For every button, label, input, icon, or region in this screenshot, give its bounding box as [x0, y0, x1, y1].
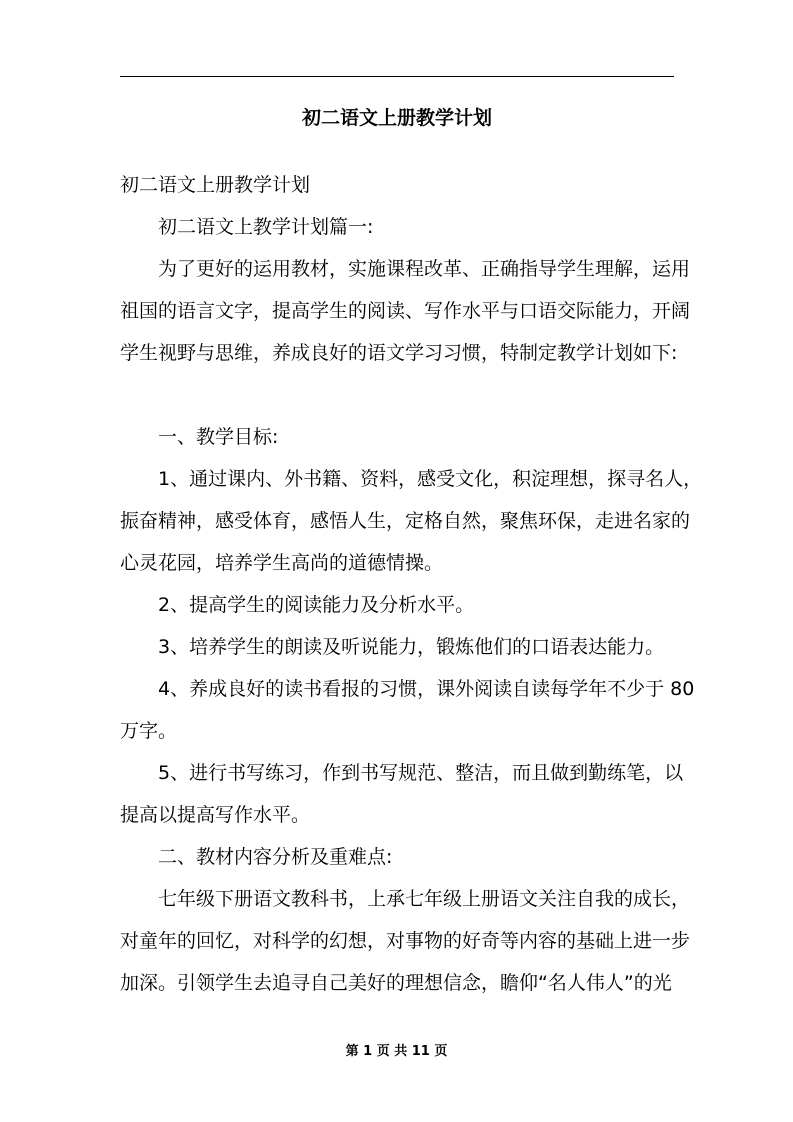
- text-line: 振奋精神，感受体育，感悟人生，定格自然，聚焦环保，走进名家的: [120, 510, 691, 532]
- text-line: 二、教材内容分析及重难点:: [158, 846, 393, 868]
- paragraph: [120, 206, 674, 248]
- text-line: 心灵花园，培养学生高尚的道德情操。: [120, 552, 444, 574]
- page-footer: 第 1 页 共 11 页: [345, 1044, 448, 1059]
- paragraph: [120, 752, 684, 836]
- text-line: 对童年的回忆，对科学的幻想，对事物的好奇等内容的基础上进一步: [120, 930, 691, 952]
- paragraph: [120, 458, 703, 584]
- text-line: 5、进行书写练习，作到书写规范、整洁，而且做到勤练笔，以: [158, 762, 684, 784]
- paragraph: [120, 878, 691, 1004]
- document-title: 初二语文上册教学计划: [301, 107, 492, 129]
- paragraph: [120, 836, 674, 878]
- paragraph: [120, 626, 674, 668]
- paragraph: [120, 416, 674, 458]
- paragraph: [120, 668, 695, 752]
- header-rule: [120, 76, 674, 77]
- text-line: 祖国的语言文字，提高学生的阅读、写作水平与口语交际能力，开阔: [120, 300, 691, 322]
- text-line: 七年级下册语文教科书，上承七年级上册语文关注自我的成长，: [158, 888, 691, 910]
- text-line: 一、教学目标:: [158, 426, 279, 448]
- paragraph: [120, 164, 674, 206]
- text-line: 1、通过课内、外书籍、资料，感受文化，积淀理想，探寻名人，: [158, 468, 703, 490]
- text-line: 加深。引领学生去追寻自己美好的理想信念，瞻仰“名人伟人”的光: [120, 972, 672, 994]
- text-line: 提高以提高写作水平。: [120, 804, 311, 826]
- paragraph: [120, 248, 691, 374]
- text-line: 万字。: [120, 720, 178, 742]
- text-line: 2、提高学生的阅读能力及分析水平。: [158, 594, 475, 616]
- text-line: 4、养成良好的读书看报的习惯，课外阅读自读每学年不少于 80: [158, 678, 695, 700]
- blank-line: [120, 374, 674, 416]
- text-line: 3、培养学生的朗读及听说能力，锻炼他们的口语表达能力。: [158, 636, 665, 658]
- text-line: 学生视野与思维，养成良好的语文学习习惯，特制定教学计划如下:: [120, 342, 678, 364]
- text-line: 初二语文上教学计划篇一:: [158, 216, 374, 238]
- text-line: 为了更好的运用教材，实施课程改革、正确指导学生理解，运用: [158, 258, 691, 280]
- document-body: [120, 164, 703, 1004]
- text-line: 初二语文上册教学计划: [120, 174, 311, 196]
- paragraph: [120, 584, 674, 626]
